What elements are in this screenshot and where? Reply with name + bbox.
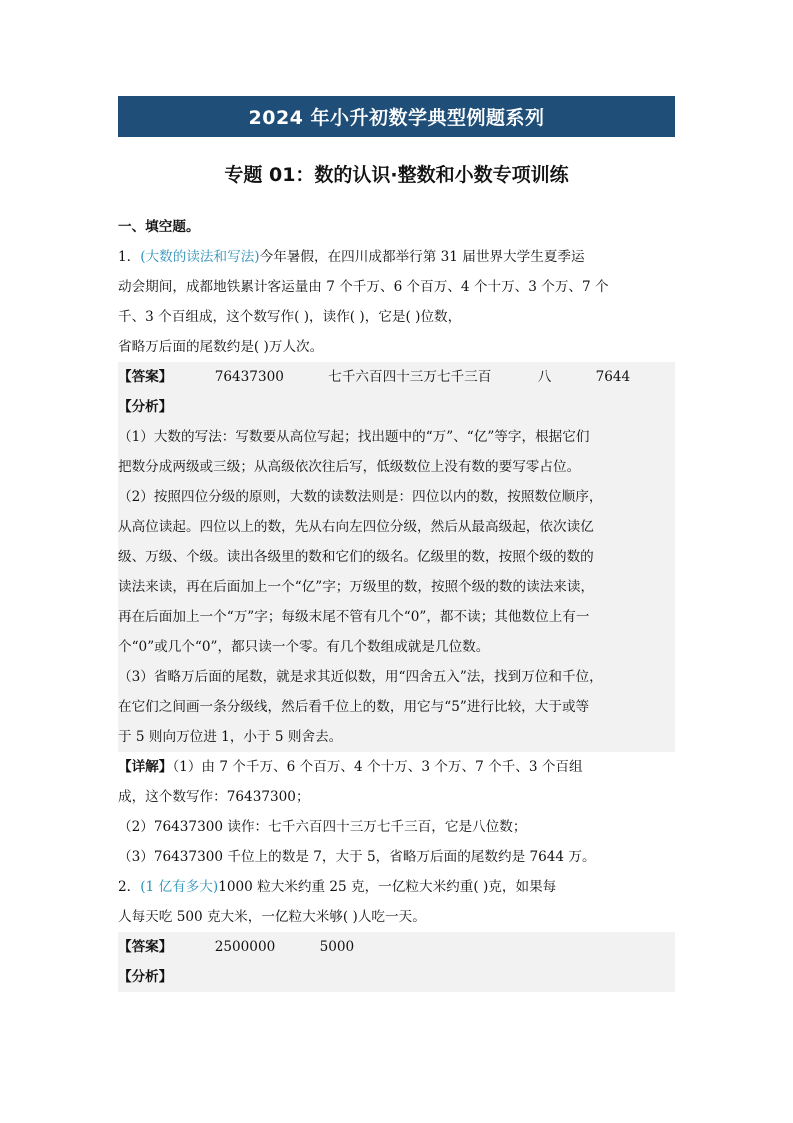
answer-value: 2500000 (214, 939, 276, 955)
analysis-line: 于 5 则向万位进 1，小于 5 则舍去。 (118, 729, 343, 745)
question-1-line-1 (118, 242, 675, 272)
analysis-line: 个“0”或几个“0”，都只读一个零。有几个数组成就是几位数。 (118, 639, 490, 655)
detail-label: 【详解】 (118, 759, 173, 775)
question-text: 今年暑假，在四川成都举行第 31 届世界大学生夏季运 (259, 249, 585, 265)
answer-row (118, 932, 675, 962)
question-tag: (大数的读法和写法) (140, 249, 260, 265)
answer-value: 76437300 (214, 369, 284, 385)
question-1-line-4: 省略万后面的尾数约是( )万人次。 (118, 339, 324, 355)
question-number: 2． (118, 879, 141, 895)
question-1-line-2: 动会期间，成都地铁累计客运量由 7 个千万、6 个百万、4 个十万、3 个万、7 个 (118, 279, 609, 295)
answer-value: 5000 (319, 939, 355, 955)
analysis-line: 再在后面加上一个“万”字；每级末尾不管有几个“0”，都不读；其他数位上有一 (118, 609, 590, 625)
analysis-line: 级、万级、个级。读出各级里的数和它们的级名。亿级里的数，按照个级的数的 (118, 549, 594, 565)
question-text: 1000 粒大米约重 25 克，一亿粒大米约重( )克，如果每 (218, 879, 557, 895)
detail-text: （1）由 7 个千万、6 个百万、4 个十万、3 个万、7 个千、3 个百组 (172, 759, 583, 775)
analysis-line: （3）省略万后面的尾数，就是求其近似数，用“四舍五入”法，找到万位和千位， (118, 669, 603, 685)
analysis-line: 在它们之间画一条分级线，然后看千位上的数，用它与“5”进行比较，大于或等 (118, 699, 590, 715)
question-1-solution (118, 362, 675, 752)
analysis-line: 从高位读起。四位以上的数，先从右向左四位分级，然后从最高级起，依次读亿 (118, 519, 594, 535)
question-2-line-1 (118, 872, 675, 902)
detail-line: （3）76437300 千位上的数是 7，大于 5，省略万后面的尾数约是 7644 万。 (118, 849, 596, 865)
analysis-line: （2）按照四位分级的原则，大数的读数法则是：四位以内的数，按照数位顺序， (118, 489, 603, 505)
analysis-line: （1）大数的写法：写数要从高位写起；找出题中的“万”、“亿”等字，根据它们 (118, 429, 590, 445)
analysis-line: 把数分成两级或三级；从高级依次往后写，低级数位上没有数的要写零占位。 (118, 459, 581, 475)
question-1-line-3: 千、3 个百组成，这个数写作( )，读作( )，它是( )位数， (118, 309, 462, 325)
section-heading: 一、填空题。 (118, 219, 200, 235)
question-tag: (1 亿有多大) (140, 879, 219, 895)
detail-line: （2）76437300 读作：七千六百四十三万七千三百，它是八位数； (118, 819, 527, 835)
question-2-solution (118, 932, 675, 992)
answer-value: 7644 (595, 369, 631, 385)
detail-line: 成，这个数写作：76437300； (118, 789, 310, 805)
answer-value: 七千六百四十三万七千三百 (328, 369, 492, 385)
page-subtitle: 专题 01：数的认识·整数和小数专项训练 (224, 164, 569, 186)
analysis-label: 【分析】 (118, 969, 173, 985)
answer-label: 【答案】 (118, 939, 173, 955)
answer-value: 八 (537, 369, 552, 385)
answer-row (118, 362, 675, 392)
analysis-label: 【分析】 (118, 399, 173, 415)
title-banner: 2024 年小升初数学典型例题系列 (118, 96, 675, 137)
answer-label: 【答案】 (118, 369, 173, 385)
question-number: 1． (118, 249, 141, 265)
document-body (118, 212, 675, 992)
question-2-line-2: 人每天吃 500 克大米，一亿粒大米够( )人吃一天。 (118, 909, 426, 925)
analysis-line: 读法来读，再在后面加上一个“亿”字；万级里的数，按照个级的数的读法来读， (118, 579, 595, 595)
detail-line (118, 752, 675, 782)
